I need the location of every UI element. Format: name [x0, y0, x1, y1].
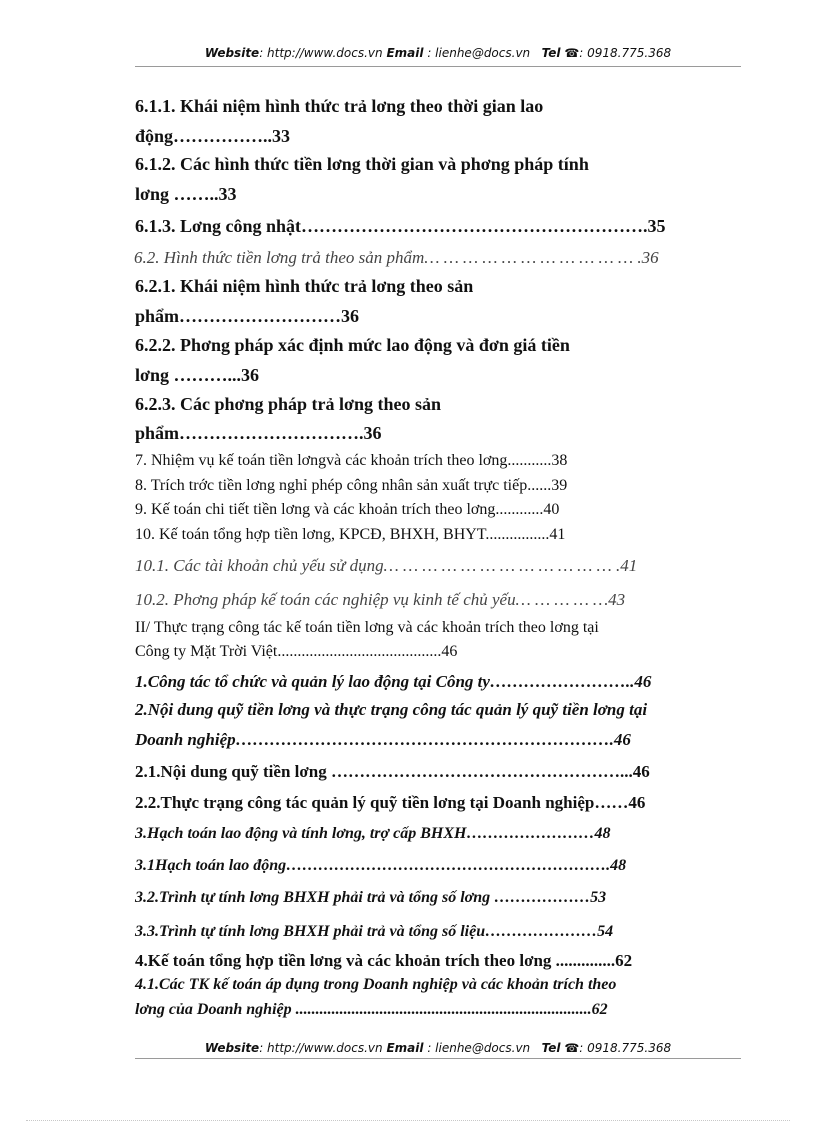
toc-line: Công ty Mặt Trời Việt.........................................46 — [135, 643, 458, 660]
toc-line: 6.2. Hình thức tiền lơng trả theo sản phẩm… … … … … … … … … … … .36 — [134, 248, 659, 267]
toc-line: 1.Công tác tổ chức và quản lý lao động tại Công ty……………………..46 — [135, 672, 652, 691]
phone-icon: ☎ — [564, 46, 580, 60]
page-bottom-divider — [26, 1120, 790, 1121]
header-rule — [135, 66, 741, 67]
header-email-value: : lienhe@docs.vn — [423, 46, 531, 60]
toc-line: 10.1. Các tài khoản chủ yếu sử dụng… … … … … … … … … … … … .41 — [135, 556, 638, 575]
toc-line: 2.1.Nội dung quỹ tiền lơng ……………………………………………...46 — [135, 762, 650, 781]
toc-line: 6.2.1. Khái niệm hình thức trả lơng theo sản — [135, 276, 474, 296]
toc-line: Doanh nghiệp………………………………………………………….46 — [135, 730, 631, 749]
toc-line: 10. Kế toán tổng hợp tiền lơng, KPCĐ, BHXH, BHYT................41 — [135, 526, 566, 543]
toc-line: 6.2.3. Các phơng pháp trả lơng theo sản — [135, 394, 441, 414]
toc-line: 6.1.1. Khái niệm hình thức trả lơng theo thời gian lao — [135, 96, 544, 116]
footer-tel-value: : 0918.775.368 — [579, 1041, 672, 1055]
footer-email-value: : lienhe@docs.vn — [423, 1041, 531, 1055]
toc-line: 9. Kế toán chi tiết tiền lơng và các khoản trích theo lơng............40 — [135, 501, 560, 518]
header-website-value: : http://www.docs.vn — [259, 46, 383, 60]
toc-line: 3.3.Trình tự tính lơng BHXH phải trả và tổng số liệu…………………54 — [135, 923, 614, 940]
toc-line: 2.Nội dung quỹ tiền lơng và thực trạng công tác quản lý quỹ tiền lơng tại — [135, 700, 648, 719]
toc-line: II/ Thực trạng công tác kế toán tiền lơng và các khoản trích theo lơng tại — [135, 619, 599, 636]
toc-line: 6.2.2. Phơng pháp xác định mức lao động và đơn giá tiền — [135, 335, 570, 355]
toc-line: phẩm………………………36 — [135, 306, 360, 326]
toc-line: phẩm………………………….36 — [135, 423, 382, 443]
footer-rule — [135, 1058, 741, 1059]
toc-line: 7. Nhiệm vụ kế toán tiền lơngvà các khoản trích theo lơng...........38 — [135, 452, 568, 469]
toc-line: 10.2. Phơng pháp kế toán các nghiệp vụ kinh tế chủ yếu… … … … …43 — [135, 590, 626, 609]
toc-line: 6.1.3. Lơng công nhật………………………………………………….35 — [135, 216, 666, 236]
footer-tel-label: Tel — [541, 1041, 561, 1055]
footer-website-label: Website — [204, 1041, 260, 1055]
toc-line: lơng ………...36 — [135, 365, 259, 385]
toc-line: 2.2.Thực trạng công tác quản lý quỹ tiền lơng tại Doanh nghiệp……46 — [135, 793, 646, 812]
header-website-label: Website — [204, 46, 260, 60]
toc-line: lơng của Doanh nghiệp ..........................................................................62 — [135, 1001, 608, 1018]
header-tel-value: : 0918.775.368 — [579, 46, 672, 60]
toc-line: lơng ……..33 — [135, 184, 237, 204]
page-header — [135, 46, 741, 60]
toc-line: 8. Trích trớc tiền lơng nghỉ phép công nhân sản xuất trực tiếp......39 — [135, 477, 568, 494]
toc-line: 3.1Hạch toán lao động…………………………………………………….48 — [135, 857, 627, 874]
toc-line: 4.1.Các TK kế toán áp dụng trong Doanh nghiệp và các khoản trích theo — [135, 976, 617, 993]
toc-line: 6.1.2. Các hình thức tiền lơng thời gian và phơng pháp tính — [135, 154, 589, 174]
phone-icon: ☎ — [564, 1041, 580, 1055]
toc-line: 3.Hạch toán lao động và tính lơng, trợ cấp BHXH……………………48 — [135, 825, 611, 842]
toc-line: động……………..33 — [135, 126, 291, 146]
footer-email-label: Email — [386, 1041, 424, 1055]
toc-line: 4.Kế toán tổng hợp tiền lơng và các khoản trích theo lơng ..............62 — [135, 951, 633, 970]
header-tel-label: Tel — [541, 46, 561, 60]
footer-website-value: : http://www.docs.vn — [259, 1041, 383, 1055]
page-footer — [135, 1041, 741, 1055]
header-email-label: Email — [386, 46, 424, 60]
toc-line: 3.2.Trình tự tính lơng BHXH phải trả và tổng số lơng ………………53 — [135, 889, 607, 906]
